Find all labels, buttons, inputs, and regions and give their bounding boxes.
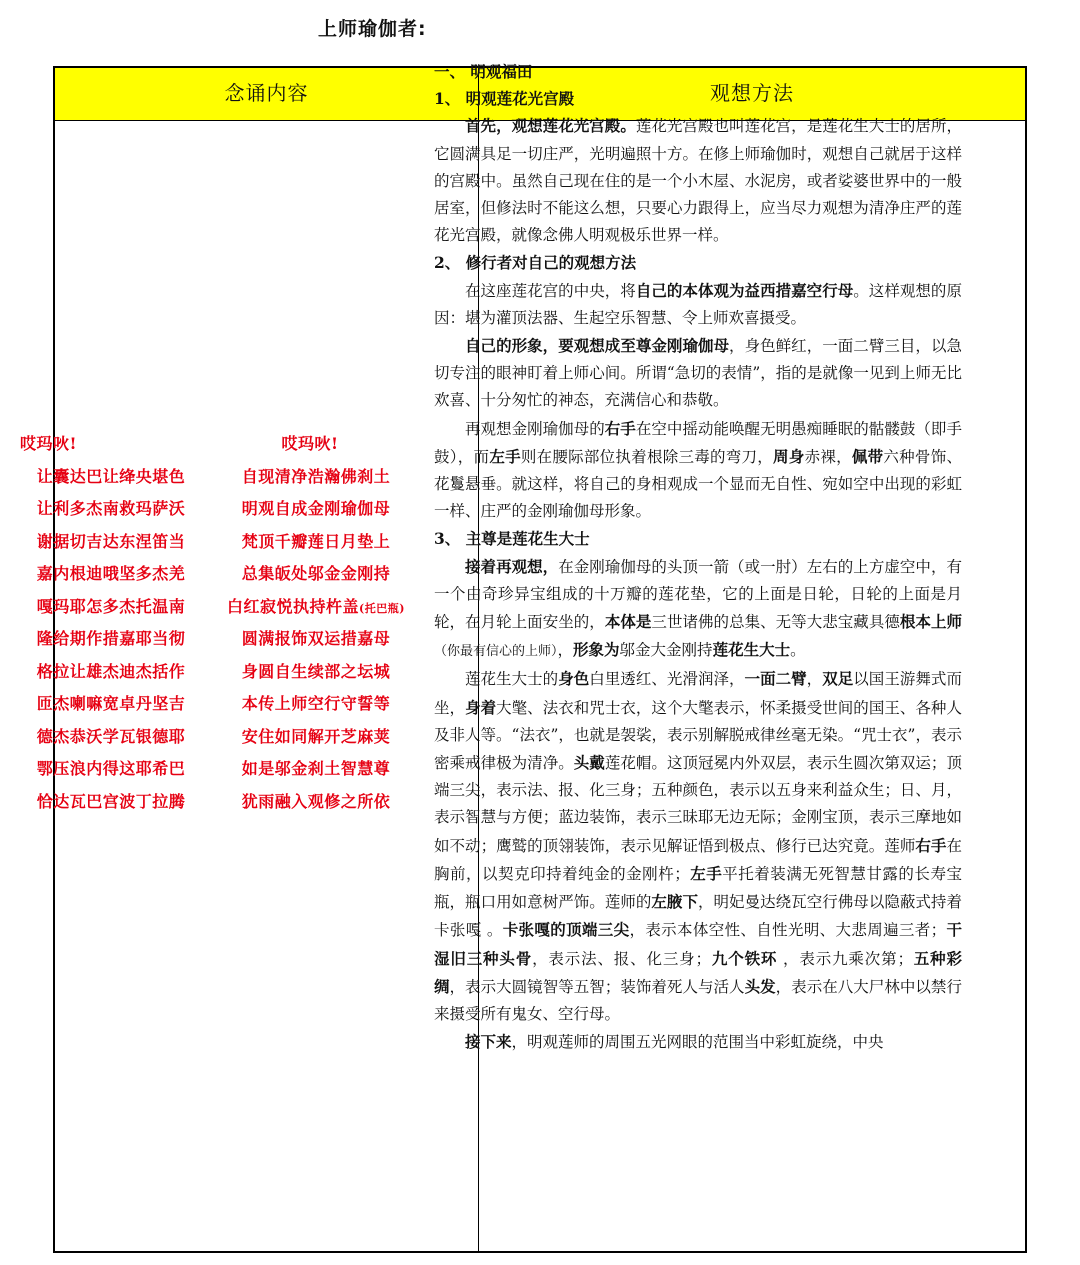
mantra-tibetan: 嘎玛耶怎多杰托温南 [36, 596, 186, 616]
subsection-heading: 2、 修行者对自己的观想方法 [434, 253, 637, 273]
paragraph: 首先，观想莲花光宫殿。莲花光宫殿也叫莲花宫，是莲花生大士的居所，它圆满具足一切庄严，光明遍照十方。在修上师瑜伽时，观想自己就居于这样的宫殿中。虽然自己现在住的是一个小木屋、水泥房，或者娑婆世界中的一般居室，但修法时不能这么想，只要心力跟得上，应当尽力观想为清净庄严的莲花光宫殿，就像念佛人明观极乐世界一样。 [434, 116, 962, 245]
paragraph: 再观想金刚瑜伽母的右手在空中摇动能唤醒无明愚痴睡眠的骷髅鼓（即手鼓），而左手则在腰际部位执着根除三毒的弯刀，周身赤裸，佩带六种骨饰、花鬘悬垂。就这样，将自己的身相观成一个显而无自性、宛如空中出现的彩虹一样、庄严的金刚瑜伽母形象。 [434, 418, 962, 521]
mantra-chinese: 哎玛吙! [281, 434, 339, 453]
document-title: 上师瑜伽者: [318, 18, 427, 40]
mantra-chinese: 明观自成金刚瑜伽母 [241, 499, 391, 518]
paragraph: 自己的形象，要观想成至尊金刚瑜伽母，身色鲜红，一面二臂三目，以急切专注的眼神盯着上师心间。所谓“急切的表情”，指的是就像一见到上师无比欢喜、十分匆忙的神态，充满信心和恭敬。 [434, 336, 962, 410]
mantra-chinese: 自现清净浩瀚佛刹土 [241, 466, 391, 486]
method-text [434, 58, 962, 1056]
mantra-row [16, 460, 416, 493]
mantra-row [16, 720, 416, 753]
mantra-tibetan: 隆给期作措嘉耶当彻 [36, 629, 186, 648]
mantra-row [16, 427, 416, 460]
mantra-chinese [216, 594, 416, 617]
subsection-heading: 1、 明观莲花光宫殿 [434, 89, 575, 109]
mantra-row [16, 492, 416, 525]
mantra-row [16, 687, 416, 720]
mantra-chinese-main: 白红寂悦执持杵盖 [227, 596, 360, 616]
mantra-row [16, 590, 416, 623]
mantra-chinese: 安住如同解开芝麻荚 [241, 726, 391, 746]
mantra-chinese: 总集皈处邬金金刚持 [241, 564, 391, 583]
subsection-heading: 3、 主尊是莲花生大士 [434, 529, 590, 549]
mantra-tibetan: 格拉让雄杰迪杰括作 [36, 661, 186, 681]
header-recitation: 念诵内容 [224, 81, 309, 105]
mantra-row [16, 525, 416, 558]
paragraph: 在这座莲花宫的中央，将自己的本体观为益西措嘉空行母。这样观想的原因：堪为灌顶法器、生起空乐智慧、令上师欢喜摄受。 [434, 280, 962, 327]
mantra-chinese: 本传上师空行守誓等 [241, 694, 391, 713]
mantra-row [16, 622, 416, 655]
mantra-tibetan: 匝杰喇嘛宽卓丹坚吉 [36, 694, 186, 713]
mantra-tibetan: 嘉内根迪哦坚多杰羌 [36, 564, 186, 583]
mantra-chinese: 梵顶千瓣莲日月垫上 [241, 531, 391, 551]
mantra-tibetan: 谢据切吉达东涅笛当 [36, 531, 186, 551]
mantra-tibetan: 让囊达巴让绛央堪色 [36, 466, 186, 486]
header-visualization: 观想方法 [710, 81, 794, 105]
paragraph: 莲花生大士的身色白里透红、光滑润泽，一面二臂，双足以国王游舞式而坐，身着大氅、法衣和咒士衣，这个大氅表示，怀柔摄受世间的国王、各种人及非人等。“法衣”，也就是袈裟，表示别解脱戒律丝毫无染。“咒士衣”，表示密乘戒律极为清净。头戴莲花帽。这顶冠冕内外双层，表示生圆次第双运；顶端三尖，表示法、报、化三身；五种颜色，表示以五身来利益众生；日、月，表示智慧与方便；蓝边装饰，表示三昧耶无边无际；金刚宝顶，表示三摩地如如不动；鹰鹫的顶翎装饰，表示见解证悟到极点、修行已达究竟。莲师右手在胸前，以契克印持着纯金的金刚杵；左手平托着装满无死智慧甘露的长寿宝瓶，瓶口用如意树严饰。莲师的左腋下，明妃曼达绕瓦空行佛母以隐蔽式持着卡张嘎 。卡张嘎的顶端三尖，表示本体空性、自性光明、大悲周遍三者；干湿旧三种头骨，表示法、报、化三身；九个铁环 ，表示九乘次第；五种彩绸，表示大圆镜智等五智；装饰着死人与活人头发，表示在八大尸林中以禁行来摄受所有鬼女、空行母。 [434, 669, 962, 1023]
mantra-chinese: 犹雨融入观修之所依 [241, 791, 391, 811]
mantra-row [16, 785, 416, 818]
mantra-chinese: 身圆自生续部之坛城 [241, 661, 391, 681]
paragraph: 接着再观想，在金刚瑜伽母的头顶一箭（或一肘）左右的上方虚空中，有一个由奇珍异宝组成的十万瓣的莲花垫，它的上面是日轮，日轮的上面是月轮，在月轮上面安坐的，本体是三世诸佛的总集、无等大悲宝藏具德根本上师（你最有信心的上师），形象为邬金大金刚持莲花生大士。 [434, 556, 962, 660]
mantra-block [16, 427, 416, 817]
paragraph: 接下来，明观莲师的周围五光网眼的范围当中彩虹旋绕，中央 [465, 1032, 884, 1052]
mantra-row [16, 557, 416, 590]
mantra-chinese: 如是邬金刹土智慧尊 [241, 759, 391, 778]
mantra-tibetan: 德杰恭沃学瓦银德耶 [36, 726, 186, 746]
mantra-row [16, 655, 416, 688]
mantra-chinese-note: (托巴瓶) [359, 601, 405, 615]
mantra-row [16, 752, 416, 785]
mantra-tibetan: 哎玛吙! [20, 434, 78, 453]
section-heading: 一、 明观福田 [434, 62, 533, 81]
mantra-tibetan: 鄂压浪内得这耶希巴 [36, 759, 186, 778]
mantra-tibetan: 恰达瓦巴宫波丁拉腾 [36, 791, 186, 811]
mantra-chinese: 圆满报饰双运措嘉母 [241, 629, 391, 648]
mantra-tibetan: 让利多杰南救玛萨沃 [36, 499, 186, 518]
